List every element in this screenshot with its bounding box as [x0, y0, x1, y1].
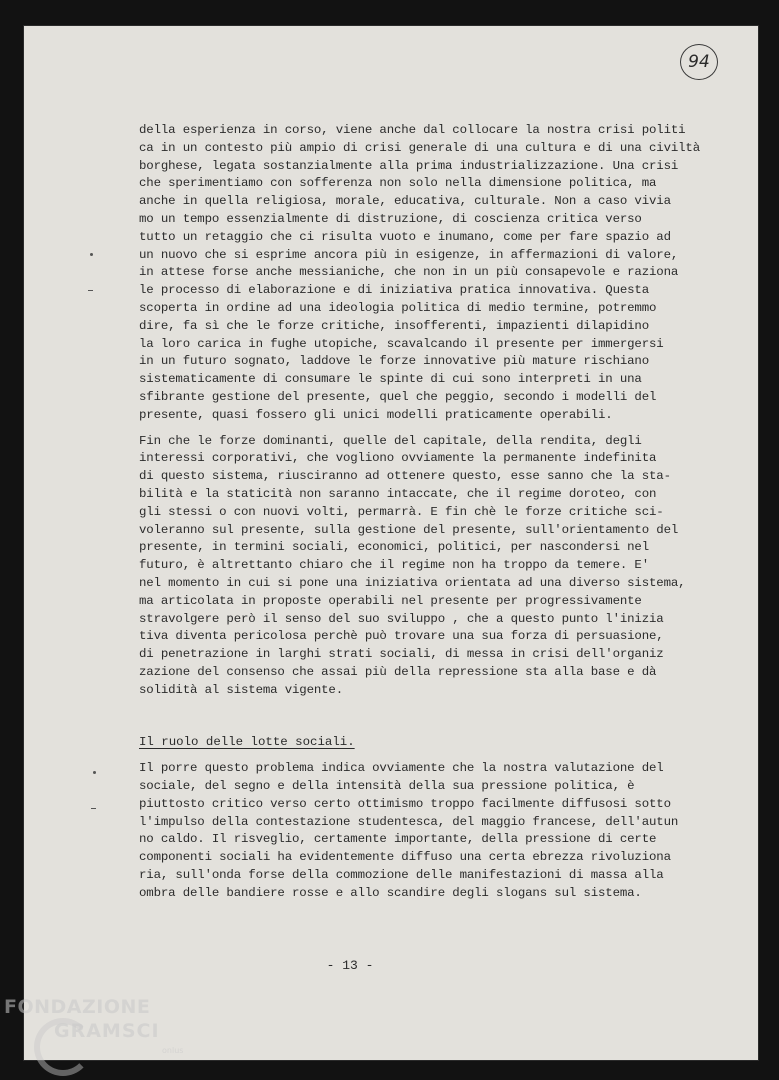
text-line: ria, sull'onda forse della commozione delle manifestazioni di massa alla [139, 868, 664, 883]
text-line: l'impulso della contestazione studentesca, del maggio francese, dell'autun [139, 814, 679, 829]
text-line: in un futuro sognato, laddove le forze innovative più mature rischiano [139, 354, 649, 369]
text-line: bilità e la staticità non saranno intaccate, che il regime doroteo, con [139, 486, 657, 501]
text-line: un nuovo che si esprime ancora più in esigenze, in affermazioni di valore, [139, 247, 679, 262]
text-line: in attese forse anche messianiche, che non in un più consapevole e raziona [139, 265, 679, 280]
archive-watermark-logo [4, 994, 204, 1074]
text-line: presente, quasi fossero gli unici modelli praticamente operabili. [139, 407, 613, 422]
text-line: tutto un retaggio che ci risulta vuoto e inumano, come per fare spazio ad [139, 229, 671, 244]
text-line: tiva diventa pericolosa perchè può trovare una sua forza di persuasione, [139, 629, 664, 644]
text-line: no caldo. Il risveglio, certamente importante, della pressione di certe [139, 832, 657, 847]
watermark-line-1: FONDAZIONE [4, 996, 151, 1018]
text-line: presente, in termini sociali, economici, politici, per nascondersi nel [139, 540, 649, 555]
text-line: piuttosto critico verso certo ottimismo troppo facilmente diffusosi sotto [139, 796, 671, 811]
text-line: zazione del consenso che assai più della repressione sta alla base e dà [139, 664, 657, 679]
paragraph-1 [139, 122, 699, 425]
text-line: interessi corporativi, che vogliono ovviamente la permanente indefinita [139, 451, 657, 466]
text-line: nel momento in cui si pone una iniziativa orientata ad una diverso sistema, [139, 575, 686, 590]
margin-mark [88, 290, 93, 291]
text-line: borghese, legata sostanzialmente alla prima industrializzazione. Una crisi [139, 158, 679, 173]
section-heading: Il ruolo delle lotte sociali. [139, 734, 355, 749]
margin-mark [91, 808, 96, 809]
text-line: voleranno sul presente, sulla gestione del presente, sull'orientamento del [139, 522, 679, 537]
text-line: solidità al sistema vigente. [139, 682, 343, 697]
watermark-line-2: GRAMSCI [54, 1020, 160, 1042]
text-line: Fin che le forze dominanti, quelle del capitale, della rendita, degli [139, 433, 642, 448]
page-number: - 13 - [326, 958, 374, 973]
margin-mark [90, 253, 93, 256]
text-line: scoperta in ordine ad una ideologia politica di medio termine, potremmo [139, 300, 657, 315]
text-line: sociale, del segno e della intensità della sua pressione politica, è [139, 779, 635, 794]
text-line: stravolgere però il senso del suo sviluppo , che a questo punto l'inizia [139, 611, 664, 626]
text-line: mo un tempo essenzialmente di distruzione, di coscienza critica verso [139, 211, 642, 226]
text-line: ma articolata in proposte operabili nel presente per progressivamente [139, 593, 642, 608]
text-line: futuro, è altrettanto chiaro che il regime non ha troppo da temere. E' [139, 558, 649, 573]
text-line: di penetrazione in larghi strati sociali, di messa in crisi dell'organiz [139, 647, 664, 662]
watermark-line-3: onlus [162, 1046, 184, 1055]
folio-number-stamp: 94 [680, 44, 718, 80]
text-line: della esperienza in corso, viene anche dal collocare la nostra crisi politi [139, 123, 686, 137]
text-line: la loro carica in fughe utopiche, scavalcando il presente per immergersi [139, 336, 664, 351]
text-line: componenti sociali ha evidentemente diffuso una certa ebrezza rivoluziona [139, 850, 671, 865]
text-line: che sperimentiamo con sofferenza non solo nella dimensione politica, ma [139, 176, 657, 191]
text-line: di questo sistema, riusciranno ad ottenere questo, esse sanno che la sta- [139, 469, 671, 484]
text-line: ombra delle bandiere rosse e allo scandire degli slogans sul sistema. [139, 885, 642, 900]
document-body [139, 122, 699, 903]
text-line: sistematicamente di consumare le spinte di cui sono interpreti in una [139, 372, 642, 387]
text-line: gli stessi o con nuovi volti, permarrà. E fin chè le forze critiche sci- [139, 504, 664, 519]
margin-mark [93, 771, 96, 774]
text-line: sfibrante gestione del presente, quel che peggio, secondo i modelli del [139, 389, 657, 404]
text-line: dire, fa sì che le forze critiche, insofferenti, impazienti dilapidino [139, 318, 649, 333]
paragraph-2 [139, 433, 699, 700]
text-line: Il porre questo problema indica ovviamente che la nostra valutazione del [139, 761, 664, 776]
paragraph-3 [139, 760, 699, 902]
text-line: le processo di elaborazione e di iniziativa pratica innovativa. Questa [139, 283, 649, 298]
text-line: anche in quella religiosa, morale, educativa, culturale. Non a caso vivia [139, 194, 671, 209]
text-line: ca in un contesto più ampio di crisi generale di una cultura e di una civiltà [139, 140, 700, 155]
